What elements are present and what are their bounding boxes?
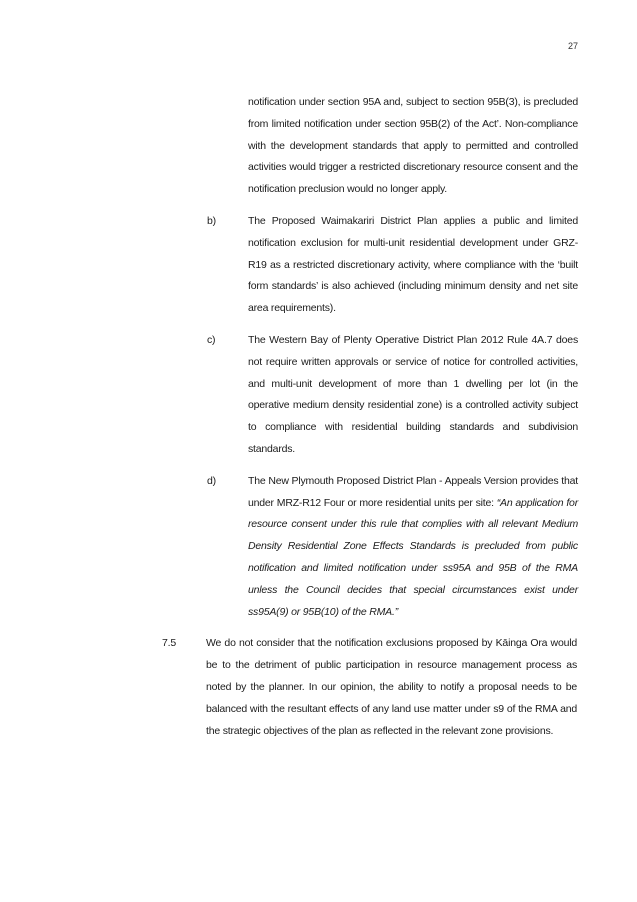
page-content [0, 92, 637, 742]
continuation-paragraph-text: notification under section 95A and, subject to section 95B(3), is precluded from limited notification under section 95B(2) of the Act’. Non-compliance with the development standards that apply to permitted and controlled activities would trigger a restricted discretionary resource consent and the notification preclusion would no longer apply. [248, 96, 578, 196]
page-number: 27 [567, 41, 578, 51]
list-item-d-text [248, 471, 578, 624]
list-item-c-text: The Western Bay of Plenty Operative District Plan 2012 Rule 4A.7 does not require written approvals or service of notice for controlled activities, and multi-unit development of more than 1 dwelling per lot (in the operative medium density residential zone) is a controlled activity subject to compliance with residential building standards and subdivision standards. [248, 333, 578, 455]
list-item-b [207, 211, 637, 320]
paragraph-7-5-text: We do not consider that the notification exclusions proposed by Kāinga Ora would be to the detriment of public participation in resource management process as noted by the planner. In our opinion, the ability to notify a proposal needs to be balanced with the resultant effects of any land use matter under s9 of the RMA and the strategic objectives of the plan as reflected in the relevant zone provisions. [206, 637, 577, 737]
list-item-c [207, 330, 637, 461]
list-item-c-label: c) [207, 333, 216, 346]
numbered-paragraph-7-5 [162, 633, 637, 742]
continuation-paragraph [248, 92, 578, 201]
list-item-d-text-normal: The New Plymouth Proposed District Plan - Appeals Version provides that under MRZ-R12 Four or more residential units per site: [248, 474, 578, 509]
list-item-d [207, 471, 637, 624]
list-item-b-label: b) [207, 214, 216, 227]
paragraph-number: 7.5 [162, 637, 176, 650]
list-item-b-text: The Proposed Waimakariri District Plan applies a public and limited notification exclusion for multi-unit residential development under GRZ-R19 as a restricted discretionary activity, where compliance with the ‘built form standards’ is also achieved (including minimum density and net site area requirements). [248, 214, 578, 315]
list-item-d-label: d) [207, 474, 216, 487]
list-item-d-quote-italic: “An application for resource consent under this rule that complies with all relevant Medium Density Residential Zone Effects Standards is precluded from public notification and limited notification under ss95A and 95B of the RMA unless the Council decides that special circumstances exist under ss95A(9) or 95B(10) of the RMA.” [248, 496, 578, 618]
